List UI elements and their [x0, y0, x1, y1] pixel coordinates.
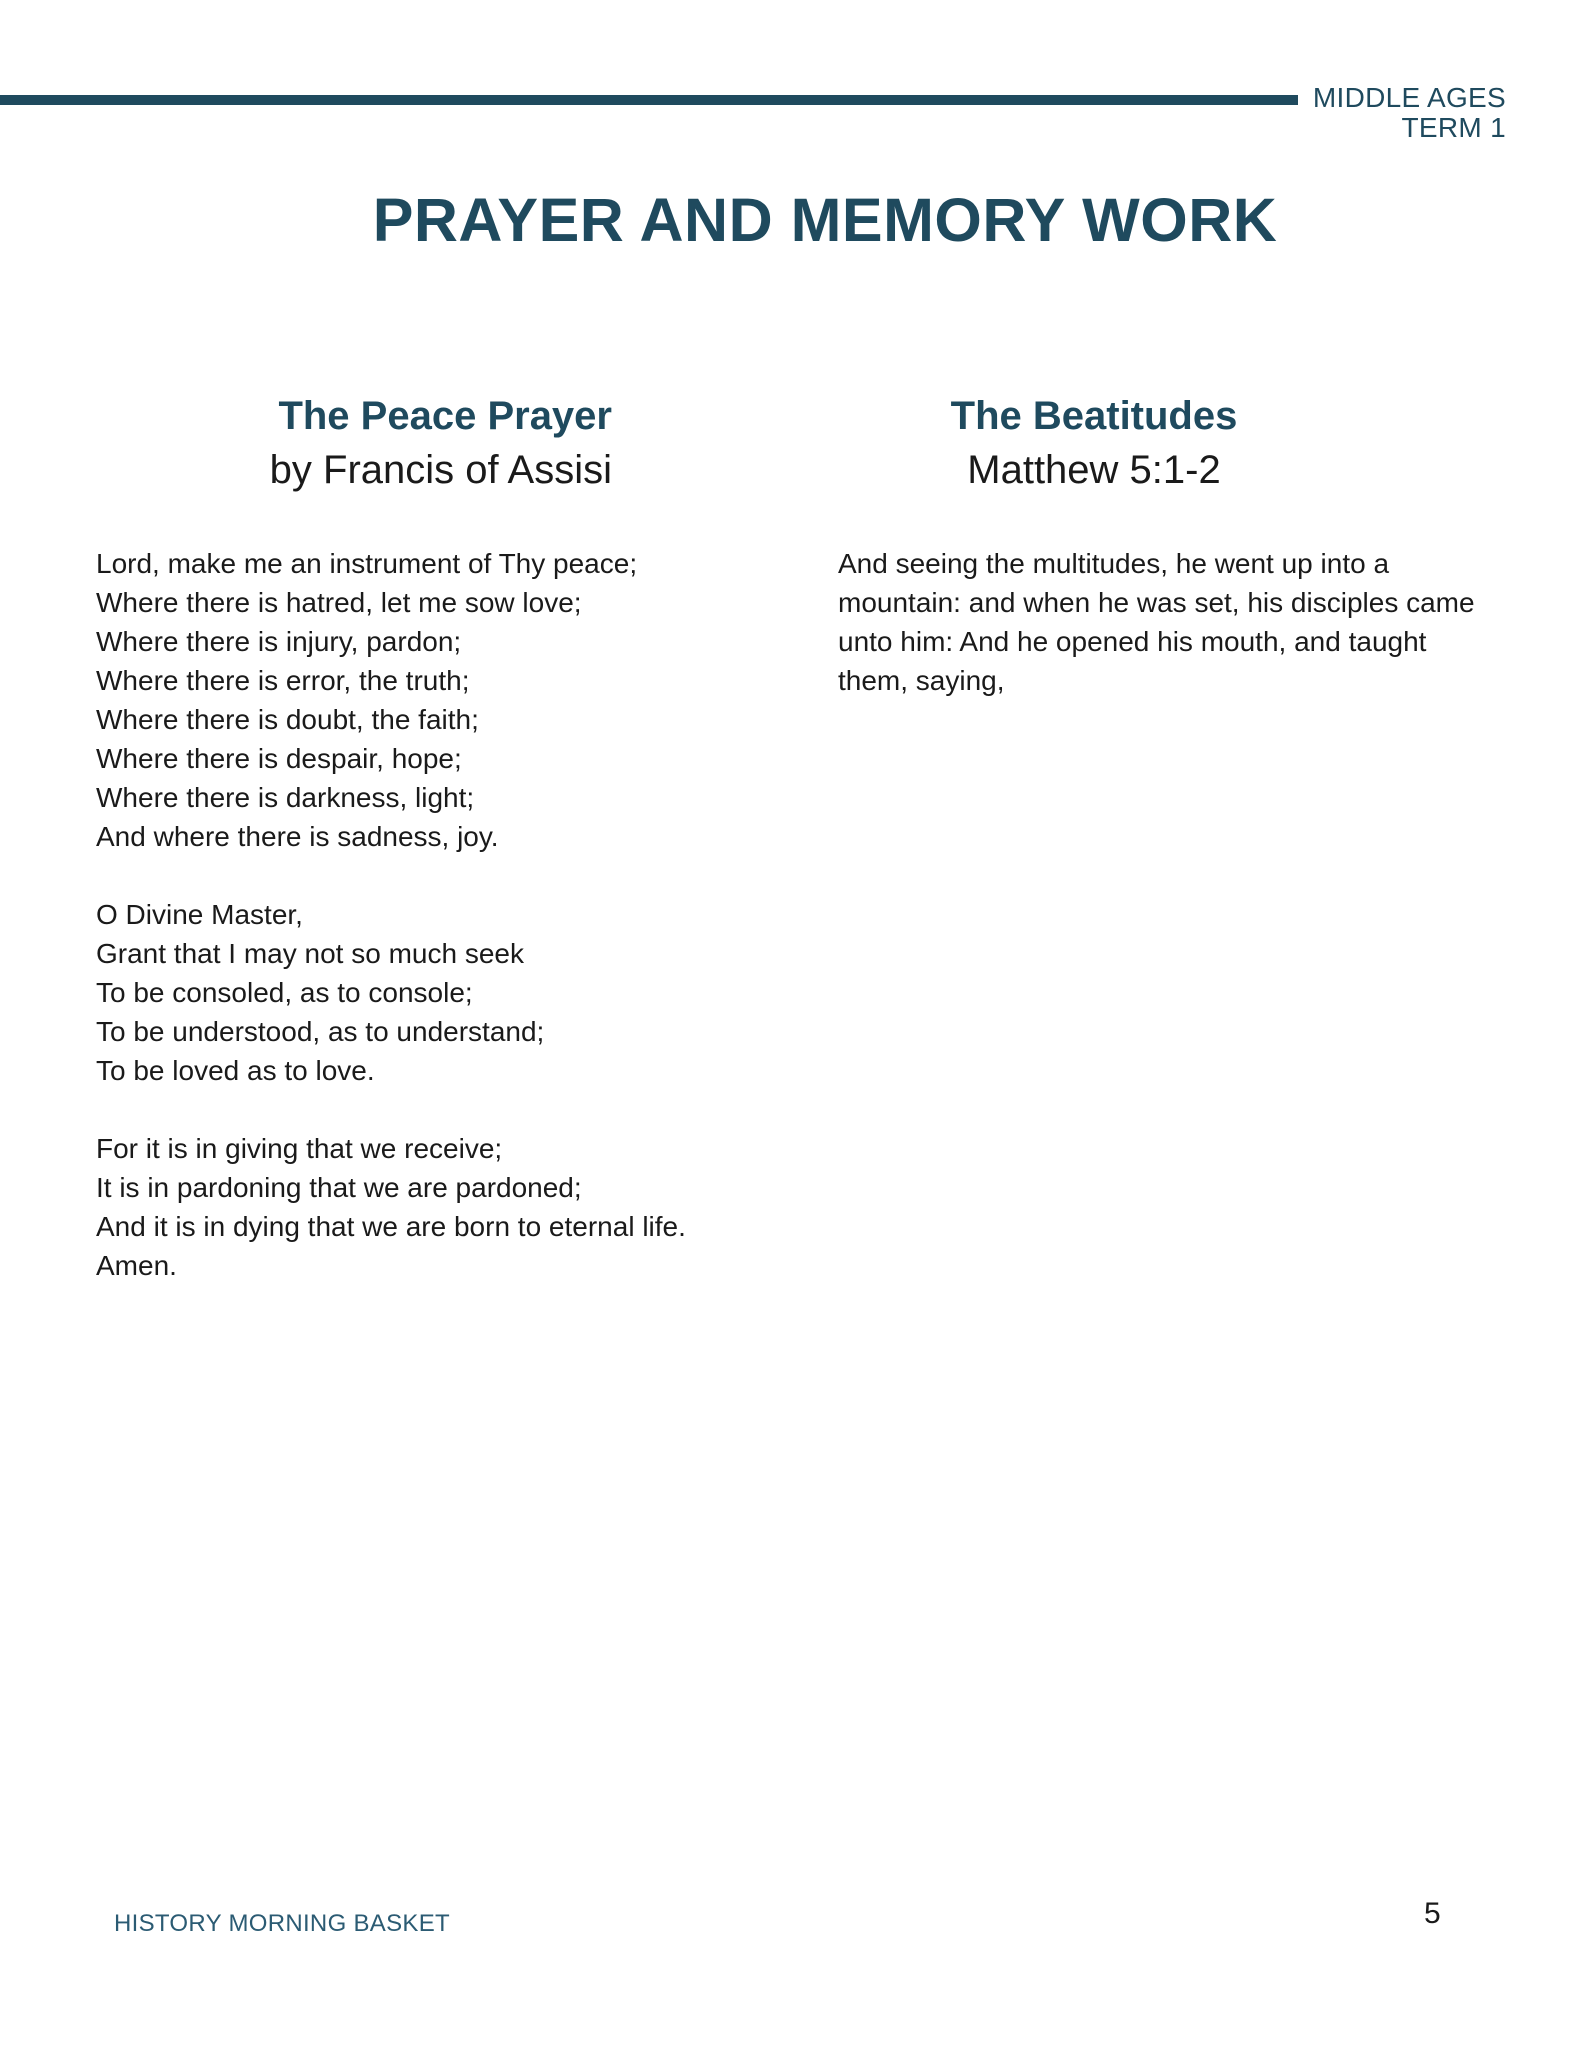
prayer-line: Amen.: [96, 1250, 177, 1281]
prayer-line: Where there is doubt, the faith;: [96, 704, 479, 735]
prayer-line: Where there is error, the truth;: [96, 665, 470, 696]
page-title: PRAYER AND MEMORY WORK: [372, 186, 1278, 254]
peace-prayer-column: [96, 390, 796, 1324]
prayer-line: It is in pardoning that we are pardoned;: [96, 1172, 582, 1203]
footer-title: HISTORY MORNING BASKET: [114, 1910, 451, 1937]
prayer-line: Where there is injury, pardon;: [96, 626, 462, 657]
header-rule: [0, 95, 1298, 105]
beatitudes-heading: The Beatitudes: [950, 394, 1238, 438]
prayer-line: Grant that I may not so much seek: [96, 938, 524, 969]
prayer-line: For it is in giving that we receive;: [96, 1133, 503, 1164]
term-line-2: TERM 1: [1401, 112, 1506, 143]
prayer-stanza-1: [96, 544, 796, 856]
prayer-line: Where there is darkness, light;: [96, 782, 475, 813]
prayer-line: To be consoled, as to console;: [96, 977, 473, 1008]
prayer-stanza-3: [96, 1129, 796, 1285]
term-line-1: MIDDLE AGES: [1312, 82, 1506, 113]
prayer-line: To be understood, as to understand;: [96, 1016, 545, 1047]
prayer-line: Lord, make me an instrument of Thy peace;: [96, 548, 638, 579]
peace-prayer-author: by Francis of Assisi: [269, 448, 612, 492]
prayer-stanza-2: [96, 895, 796, 1090]
page-number: 5: [1424, 1897, 1441, 1930]
beatitudes-passage: And seeing the multitudes, he went up into a mountain: and when he was set, his disciples came unto him: And he opened his mouth, and taught them, saying,: [838, 548, 1475, 696]
term-label: [1313, 83, 1506, 143]
prayer-line: Where there is despair, hope;: [96, 743, 462, 774]
prayer-line: O Divine Master,: [96, 899, 303, 930]
prayer-line: And where there is sadness, joy.: [96, 821, 499, 852]
prayer-line: To be loved as to love.: [96, 1055, 375, 1086]
beatitudes-reference: Matthew 5:1-2: [967, 448, 1221, 492]
beatitudes-column: [838, 390, 1498, 700]
peace-prayer-heading: The Peace Prayer: [278, 394, 612, 438]
prayer-line: And it is in dying that we are born to eternal life.: [96, 1211, 686, 1242]
prayer-line: Where there is hatred, let me sow love;: [96, 587, 582, 618]
